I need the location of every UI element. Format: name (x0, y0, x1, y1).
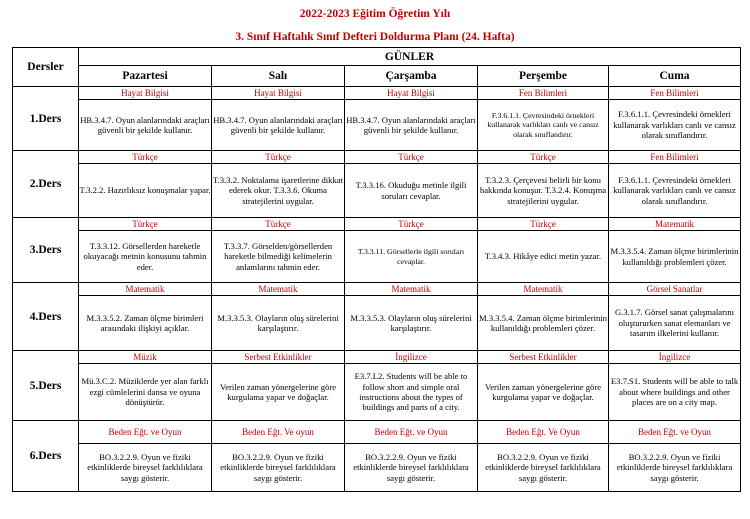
content-cell: M.3.3.5.4. Zaman ölçme birimlerinin kullanıldığı problemleri çözer. (478, 296, 609, 351)
content-cell: Verilen zaman yönergelerine göre kurgulama yapar ve doğaçlar. (212, 364, 345, 421)
content-cell: T.3.3.12. Görsellerden hareketle okuyacağı metnin konusunu tahmin eder. (79, 231, 212, 283)
subject-cell: Beden Eğt. ve Oyun (345, 421, 478, 444)
lesson-label: 4.Ders (13, 283, 79, 351)
lesson-3-content-row (13, 231, 741, 283)
subject-cell: Görsel Sanatlar (609, 283, 741, 296)
subject-cell: Türkçe (345, 218, 478, 231)
content-cell: T.3.2.3. Çerçevesi belirli bir konu hakkında konuşur. T.3.2.4. Konuşma stratejilerini uygular. (478, 164, 609, 218)
content-cell: G.3.1.7. Görsel sanat çalışmalarını oluştururken sanat elemanları ve tasarım ilkelerini kullanır. (609, 296, 741, 351)
weekly-plan-table (12, 47, 741, 492)
subject-cell: Türkçe (345, 151, 478, 164)
lesson-label: 1.Ders (13, 87, 79, 151)
content-cell: T.3.4.3. Hikâye edici metin yazar. (478, 231, 609, 283)
lesson-6-subject-row (13, 421, 741, 444)
header-day-tuesday: Salı (212, 66, 345, 87)
header-day-monday: Pazartesi (79, 66, 212, 87)
subject-cell: Beden Eğt. ve Oyun (609, 421, 741, 444)
subject-cell: Türkçe (478, 151, 609, 164)
lesson-label: 2.Ders (13, 151, 79, 218)
content-cell: F.3.6.1.1. Çevresindeki örnekleri kullanarak varlıkları canlı ve cansız olarak sınıflandırır. (478, 100, 609, 151)
subject-cell: İngilizce (345, 351, 478, 364)
header-day-thursday: Perşembe (478, 66, 609, 87)
subject-cell: Matematik (212, 283, 345, 296)
header-row-days (13, 66, 741, 87)
subject-cell: Beden Eğt. ve Oyun (79, 421, 212, 444)
lesson-label: 3.Ders (13, 218, 79, 283)
document-subtitle: 3. Sınıf Haftalık Sınıf Defteri Doldurma Planı (24. Hafta) (235, 31, 515, 43)
document-title: 2022-2023 Eğitim Öğretim Yılı (299, 8, 451, 20)
content-cell: BO.3.2.2.9. Oyun ve fiziki etkinliklerde bireysel farklılıklara saygı gösterir. (212, 444, 345, 492)
content-cell: M.3.3.5.3. Olayların oluş sürelerini karşılaştırır. (212, 296, 345, 351)
subject-cell: Hayat Bilgisi (212, 87, 345, 100)
subject-cell: Matematik (345, 283, 478, 296)
lesson-6-content-row (13, 444, 741, 492)
header-gunler: GÜNLER (79, 48, 741, 66)
lesson-4-content-row (13, 296, 741, 351)
subject-cell: Türkçe (79, 151, 212, 164)
subject-cell: Türkçe (478, 218, 609, 231)
subject-cell: Türkçe (79, 218, 212, 231)
lesson-5-subject-row (13, 351, 741, 364)
header-day-friday: Cuma (609, 66, 741, 87)
content-cell: T.3.2.2. Hazırlıksız konuşmalar yapar. (79, 164, 212, 218)
lesson-3-subject-row (13, 218, 741, 231)
subject-cell: Beden Eğt. Ve oyun (212, 421, 345, 444)
lesson-2-content-row (13, 164, 741, 218)
subject-cell: Hayat Bilgisi (345, 87, 478, 100)
lesson-1-content-row (13, 100, 741, 151)
content-cell: BO.3.2.2.9. Oyun ve fiziki etkinliklerde bireysel farklılıklara saygı gösterir. (609, 444, 741, 492)
lesson-label: 5.Ders (13, 351, 79, 421)
content-cell: Mü.3.C.2. Müziklerde yer alan farklı ezgi cümlelerini dansa ve oyuna dönüştürür. (79, 364, 212, 421)
header-dersler: Dersler (13, 48, 79, 87)
subject-cell: Beden Eğt. Ve Oyun (478, 421, 609, 444)
subject-cell: Fen Bilimleri (478, 87, 609, 100)
content-cell: T.3.3.7. Görselden/görsellerden hareketle bilmediği kelimelerin anlamlarını tahmin eder. (212, 231, 345, 283)
content-cell: BO.3.2.2.9. Oyun ve fiziki etkinliklerde bireysel farklılıklara saygı gösterir. (345, 444, 478, 492)
content-cell: T.3.3.2. Noktalama işaretlerine dikkat ederek okur. T.3.3.6. Okuma stratejilerini uygular. (212, 164, 345, 218)
subject-cell: Matematik (609, 218, 741, 231)
content-cell: HB.3.4.7. Oyun alanlarındaki araçları güvenli bir şekilde kullanır. (79, 100, 212, 151)
content-cell: F.3.6.1.1. Çevresindeki örnekleri kullanarak varlıkları canlı ve cansız olarak sınıflandırır. (609, 164, 741, 218)
content-cell: T.3.3.11. Görsellerle ilgili soruları cevaplar. (345, 231, 478, 283)
lesson-5-content-row (13, 364, 741, 421)
lesson-label: 6.Ders (13, 421, 79, 492)
content-cell: E3.7.L2. Students will be able to follow short and simple oral instructions about the types of buildings and parts of a city. (345, 364, 478, 421)
header-day-wednesday: Çarşamba (345, 66, 478, 87)
content-cell: M.3.3.5.2. Zaman ölçme birimleri arasındaki ilişkiyi açıklar. (79, 296, 212, 351)
content-cell: F.3.6.1.1. Çevresindeki örnekleri kullanarak varlıkları canlı ve cansız olarak sınıflandırır. (609, 100, 741, 151)
header-row-gunler (13, 48, 741, 66)
content-cell: E3.7.S1. Students will be able to talk about where buildings and other places are on a city map. (609, 364, 741, 421)
content-cell: HB.3.4.7. Oyun alanlarındaki araçları güvenli bir şekilde kullanır. (212, 100, 345, 151)
lesson-2-subject-row (13, 151, 741, 164)
subject-cell: Fen Bilimleri (609, 87, 741, 100)
content-cell: BO.3.2.2.9. Oyun ve fiziki etkinliklerde bireysel farklılıklara saygı gösterir. (478, 444, 609, 492)
content-cell: M.3.3.5.4. Zaman ölçme birimlerinin kullanıldığı problemleri çözer. (609, 231, 741, 283)
content-cell: T.3.3.16. Okuduğu metinle ilgili soruları cevaplar. (345, 164, 478, 218)
lesson-1-subject-row (13, 87, 741, 100)
subject-cell: Matematik (79, 283, 212, 296)
subject-cell: Fen Bilimleri (609, 151, 741, 164)
subject-cell: Serbest Etkinlikler (478, 351, 609, 364)
subject-cell: İngilizce (609, 351, 741, 364)
content-cell: M.3.3.5.3. Olayların oluş sürelerini karşılaştırır. (345, 296, 478, 351)
subject-cell: Müzik (79, 351, 212, 364)
subject-cell: Hayat Bilgisi (79, 87, 212, 100)
subject-cell: Matematik (478, 283, 609, 296)
subject-cell: Serbest Etkinlikler (212, 351, 345, 364)
content-cell: HB.3.4.7. Oyun alanlarındaki araçları güvenli bir şekilde kullanır. (345, 100, 478, 151)
content-cell: BO.3.2.2.9. Oyun ve fiziki etkinliklerde bireysel farklılıklara saygı gösterir. (79, 444, 212, 492)
lesson-4-subject-row (13, 283, 741, 296)
subject-cell: Türkçe (212, 218, 345, 231)
subject-cell: Türkçe (212, 151, 345, 164)
content-cell: Verilen zaman yönergelerine göre kurgulama yapar ve doğaçlar. (478, 364, 609, 421)
